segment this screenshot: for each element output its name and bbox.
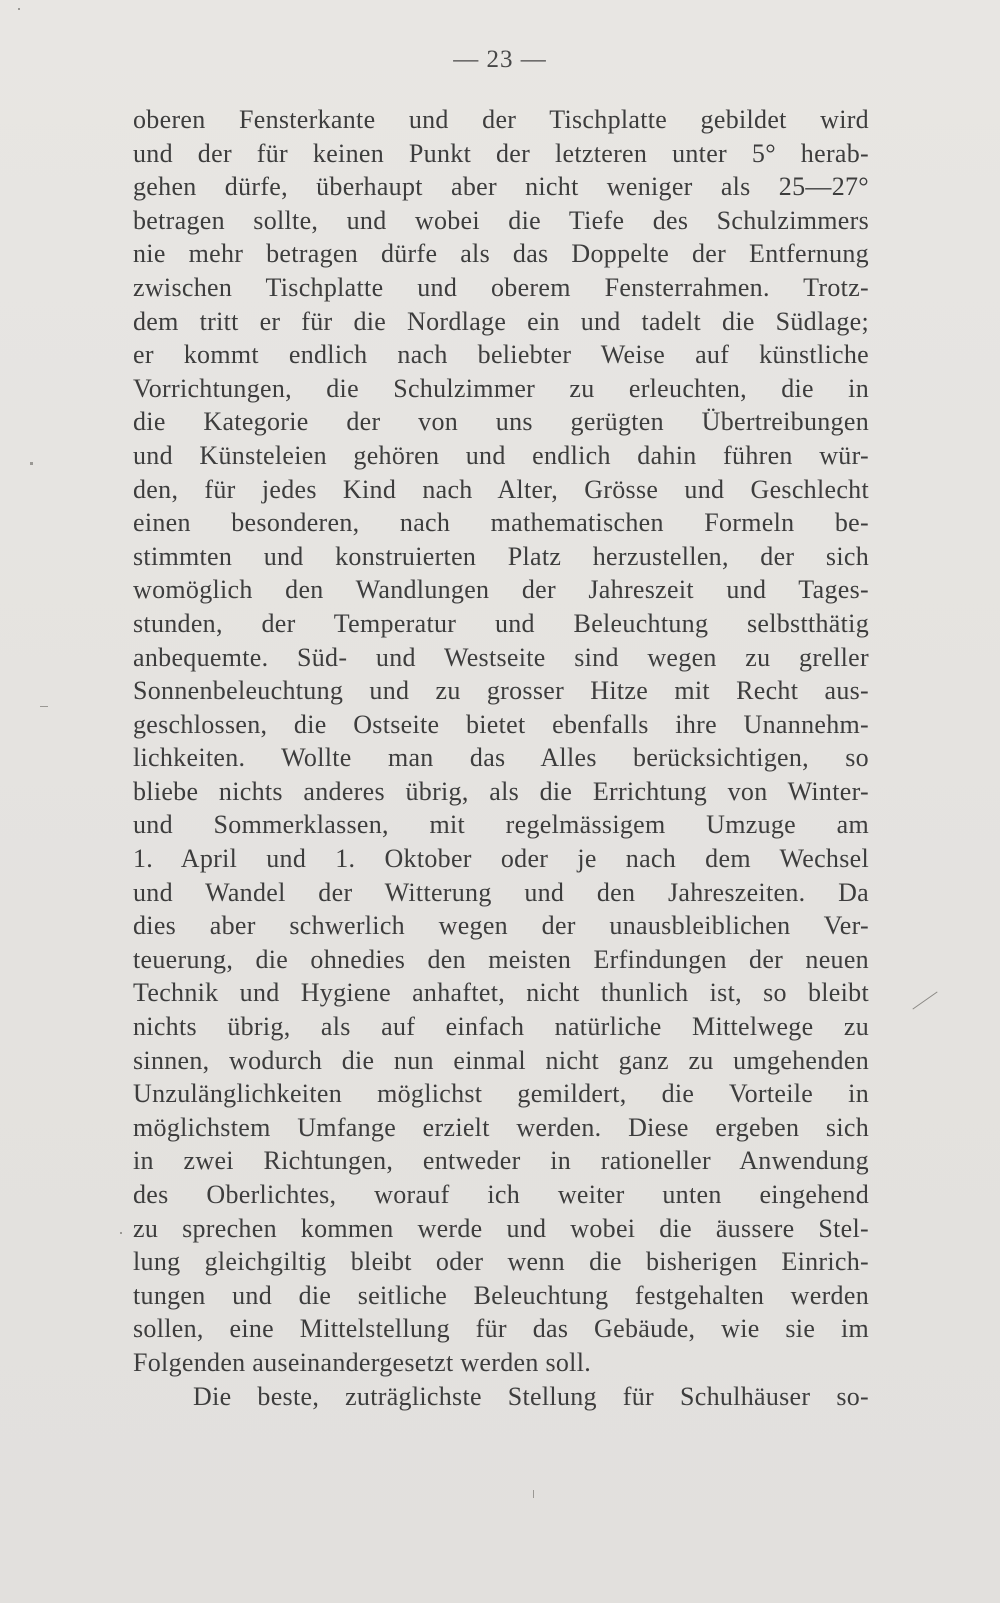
text-line: dem tritt er für die Nordlage ein und tadelt die Südlage; [133,306,869,336]
page-number: — 23 — [453,46,547,73]
text-line: möglichstem Umfange erzielt werden. Diese ergeben sich [133,1112,869,1142]
text-line: und Künsteleien gehören und endlich dahin führen wür- [133,440,869,470]
text-line: anbequemte. Süd- und Westseite sind wegen zu greller [133,642,869,672]
text-line: Vorrichtungen, die Schulzimmer zu erleuchten, die in [133,373,869,403]
text-line: Unzulänglichkeiten möglichst gemildert, die Vorteile in [133,1079,869,1109]
scan-speck [533,1490,534,1498]
text-line: und Wandel der Witterung und den Jahreszeiten. Da [133,877,869,907]
text-line: stunden, der Temperatur und Beleuchtung selbstthätig [133,608,869,638]
text-line: Folgenden auseinandergesetzt werden soll. [133,1347,592,1377]
text-line: gehen dürfe, überhaupt aber nicht weniger als 25—27° [133,172,869,202]
text-line: teuerung, die ohnedies den meisten Erfindungen der neuen [133,944,869,974]
text-line: in zwei Richtungen, entweder in rationeller Anwendung [133,1146,869,1176]
text-line: und Sommerklassen, mit regelmässigem Umzuge am [133,810,869,840]
text-line: lichkeiten. Wollte man das Alles berücksichtigen, so [133,743,869,773]
text-line: nichts übrig, als auf einfach natürliche Mittelwege zu [133,1012,869,1042]
text-line: und der für keinen Punkt der letzteren unter 5° herab- [133,138,869,168]
text-line: die Kategorie der von uns gerügten Übertreibungen [133,407,869,437]
text-line: des Oberlichtes, worauf ich weiter unten eingehend [133,1180,869,1209]
text-line: sinnen, wodurch die nun einmal nicht ganz zu umgehenden [133,1045,869,1075]
text-line: Technik und Hygiene anhaftet, nicht thunlich ist, so bleibt [133,978,869,1008]
text-line: womöglich den Wandlungen der Jahreszeit und Tages- [133,575,869,605]
text-line: 1. April und 1. Oktober oder je nach dem Wechsel [133,844,869,874]
text-line: sollen, eine Mittelstellung für das Gebäude, wie sie im [133,1314,869,1344]
text-line: lung gleichgiltig bleibt oder wenn die bisherigen Einrich- [133,1247,869,1277]
text-line: Die beste, zuträglichste Stellung für Schulhäuser so- [193,1381,869,1411]
text-line: den, für jedes Kind nach Alter, Grösse und Geschlecht [133,474,869,504]
text-line: dies aber schwerlich wegen der unausbleiblichen Ver- [133,911,869,941]
scan-speck [30,462,33,465]
text-line: tungen und die seitliche Beleuchtung festgehalten werden [133,1280,869,1310]
scan-speck [18,8,20,10]
text-line: oberen Fensterkante und der Tischplatte gebildet wird [133,105,869,134]
text-line: geschlossen, die Ostseite bietet ebenfalls ihre Unannehm- [133,709,869,739]
text-line: einen besonderen, nach mathematischen Formeln be- [133,508,869,538]
text-line: zu sprechen kommen werde und wobei die äussere Stel- [133,1213,869,1243]
scan-mark [912,991,937,1009]
scan-speck [40,706,48,707]
scan-speck [120,1232,122,1234]
text-line: bliebe nichts anderes übrig, als die Errichtung von Winter- [133,776,869,806]
text-line: stimmten und konstruierten Platz herzustellen, der sich [133,541,869,571]
text-line: zwischen Tischplatte und oberem Fensterrahmen. Trotz- [133,272,869,302]
text-line: er kommt endlich nach beliebter Weise auf künstliche [133,340,869,370]
text-line: nie mehr betragen dürfe als das Doppelte der Entfernung [133,239,869,269]
text-line: betragen sollte, und wobei die Tiefe des Schulzimmers [133,205,869,235]
text-line: Sonnenbeleuchtung und zu grosser Hitze mit Recht aus- [133,676,869,706]
body-text [133,103,869,1413]
